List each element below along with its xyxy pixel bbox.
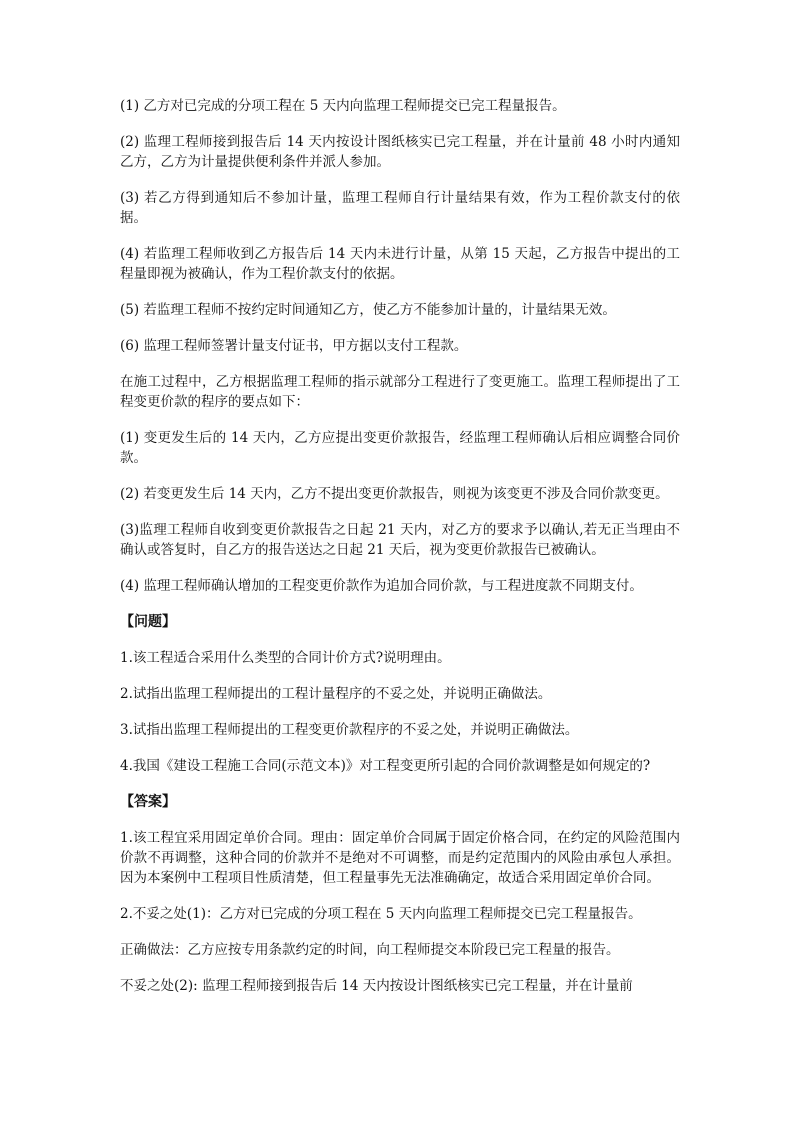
change-step-4: (4) 监理工程师确认增加的工程变更价款作为追加合同价款，与工程进度款不同期支付。 xyxy=(120,578,643,594)
measurement-step-6: (6) 监理工程师签署计量支付证书，甲方据以支付工程款。 xyxy=(120,338,468,354)
question-2: 2.试指出监理工程师提出的工程计量程序的不妥之处，并说明正确做法。 xyxy=(120,686,552,702)
questions-heading: 【问题】 xyxy=(120,614,176,630)
question-3: 3.试指出监理工程师提出的工程变更价款程序的不妥之处，并说明正确做法。 xyxy=(120,722,579,738)
answer-2-correct-1: 正确做法：乙方应按专用条款约定的时间，向工程师提交本阶段已完工程量的报告。 xyxy=(120,942,620,958)
question-4: 4.我国《建设工程施工合同(示范文本)》对工程变更所引起的合同价款调整是如何规定的? xyxy=(120,758,651,774)
answers-heading: 【答案】 xyxy=(120,794,176,810)
document-body xyxy=(120,96,680,1012)
answer-2-issue-1: 2.不妥之处(1)：乙方对已完成的分项工程在 5 天内向监理工程师提交已完工程量报告。 xyxy=(120,906,642,922)
change-step-3: (3)监理工程师自收到变更价款报告之日起 21 天内，对乙方的要求予以确认,若无正当理由不确认或答复时，自乙方的报告送达之日起 21 天后，视为变更价款报告已被确认。 xyxy=(120,522,680,558)
measurement-step-4: (4) 若监理工程师收到乙方报告后 14 天内未进行计量，从第 15 天起，乙方报告中提出的工程量即视为被确认，作为工程价款支付的依据。 xyxy=(120,246,680,282)
question-1: 1.该工程适合采用什么类型的合同计价方式?说明理由。 xyxy=(120,650,451,666)
change-step-1: (1) 变更发生后的 14 天内，乙方应提出变更价款报告，经监理工程师确认后相应调整合同价款。 xyxy=(120,430,680,466)
measurement-step-5: (5) 若监理工程师不按约定时间通知乙方，使乙方不能参加计量的，计量结果无效。 xyxy=(120,302,616,318)
answer-2-issue-2: 不妥之处(2): 监理工程师接到报告后 14 天内按设计图纸核实已完工程量，并在计量前 xyxy=(120,978,633,994)
measurement-step-1: (1) 乙方对已完成的分项工程在 5 天内向监理工程师提交已完工程量报告。 xyxy=(120,98,566,114)
change-step-2: (2) 若变更发生后 14 天内，乙方不提出变更价款报告，则视为该变更不涉及合同价款变更。 xyxy=(120,486,669,502)
measurement-step-2: (2) 监理工程师接到报告后 14 天内按设计图纸核实已完工程量，并在计量前 48 小时内通知乙方，乙方为计量提供便利条件并派人参加。 xyxy=(120,134,680,170)
answer-1: 1.该工程宜采用固定单价合同。理由：固定单价合同属于固定价格合同，在约定的风险范围内价款不再调整，这种合同的价款并不是绝对不可调整，而是约定范围内的风险由承包人承担。因为本案例中工程项目性质清楚，但工程量事先无法准确确定，故适合采用固定单价合同。 xyxy=(120,830,680,886)
measurement-step-3: (3) 若乙方得到通知后不参加计量，监理工程师自行计量结果有效，作为工程价款支付的依据。 xyxy=(120,190,680,226)
change-intro: 在施工过程中，乙方根据监理工程师的指示就部分工程进行了变更施工。监理工程师提出了工程变更价款的程序的要点如下： xyxy=(120,374,680,410)
